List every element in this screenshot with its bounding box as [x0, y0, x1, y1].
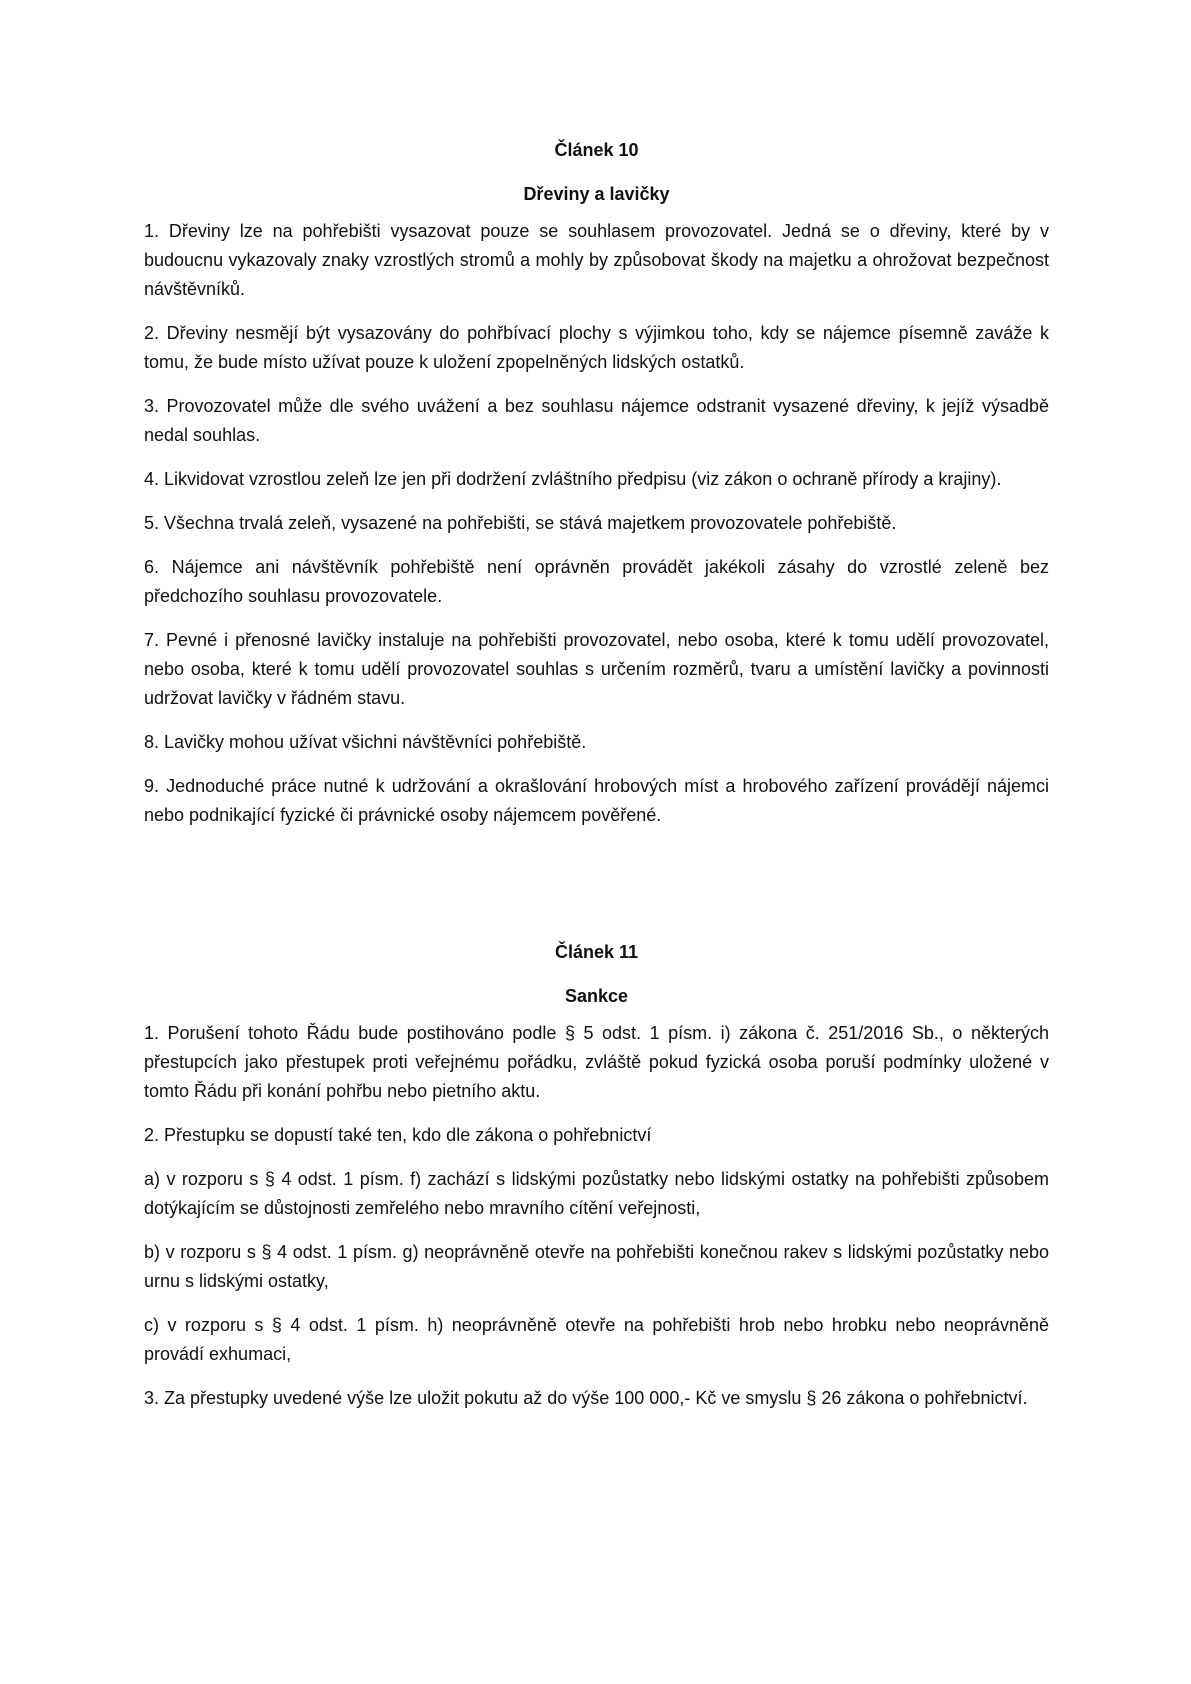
article-10-paragraph-9: 9. Jednoduché práce nutné k udržování a okrašlování hrobových míst a hrobového zařízení provádějí nájemci nebo podnikající fyzické či právnické osoby nájemcem pověřené.: [144, 776, 1049, 825]
article-11-item-c: c) v rozporu s § 4 odst. 1 písm. h) neoprávněně otevře na pohřebišti hrob nebo hrobku nebo neoprávněně provádí exhumaci,: [144, 1315, 1049, 1364]
article-11-item-a: a) v rozporu s § 4 odst. 1 písm. f) zachází s lidskými pozůstatky nebo lidskými ostatky na pohřebišti způsobem dotýkajícím se důstojnosti zemřelého nebo mravního cítění veřejnosti,: [144, 1169, 1049, 1218]
article-10-number: Článek 10: [554, 140, 639, 160]
article-11: [144, 940, 1049, 1428]
article-10-paragraph-2: 2. Dřeviny nesmějí být vysazovány do pohřbívací plochy s výjimkou toho, kdy se nájemce písemně zaváže k tomu, že bude místo užívat pouze k uložení zpopelněných lidských ostatků.: [144, 323, 1049, 372]
article-10-title: Dřeviny a lavičky: [523, 184, 670, 204]
article-10-paragraph-1: 1. Dřeviny lze na pohřebišti vysazovat pouze se souhlasem provozovatel. Jedná se o dřeviny, které by v budoucnu vykazovaly znaky vzrostlých stromů a mohly by způsobovat škody na majetku a ohrožovat bezpečnost návštěvníků.: [144, 221, 1049, 299]
article-11-number: Článek 11: [554, 942, 639, 962]
article-10-paragraph-5: 5. Všechna trvalá zeleň, vysazené na pohřebišti, se stává majetkem provozovatele pohřebiště.: [144, 513, 897, 533]
article-10-paragraph-3: 3. Provozovatel může dle svého uvážení a bez souhlasu nájemce odstranit vysazené dřeviny, k jejíž výsadbě nedal souhlas.: [144, 396, 1049, 445]
article-10: [144, 138, 1049, 845]
article-10-paragraph-7: 7. Pevné i přenosné lavičky instaluje na pohřebišti provozovatel, nebo osoba, které k tomu udělí provozovatel, nebo osoba, které k tomu udělí provozovatel souhlas s určením rozměrů, tvaru a umístění lavičky a povinnosti udržovat lavičky v řádném stavu.: [144, 630, 1049, 708]
article-11-title: Sankce: [564, 986, 629, 1006]
document-page: [144, 0, 1049, 1684]
article-11-paragraph-3: 3. Za přestupky uvedené výše lze uložit pokutu až do výše 100 000,- Kč ve smyslu § 26 zákona o pohřebnictví.: [144, 1388, 1028, 1408]
article-11-item-b: b) v rozporu s § 4 odst. 1 písm. g) neoprávněně otevře na pohřebišti konečnou rakev s lidskými pozůstatky nebo urnu s lidskými ostatky,: [144, 1242, 1049, 1291]
article-11-paragraph-1: 1. Porušení tohoto Řádu bude postihováno podle § 5 odst. 1 písm. i) zákona č. 251/2016 Sb., o některých přestupcích jako přestupek proti veřejnému pořádku, zvláště pokud fyzická osoba poruší podmínky uložené v tomto Řádu při konání pohřbu nebo pietního aktu.: [144, 1023, 1049, 1101]
article-10-paragraph-6: 6. Nájemce ani návštěvník pohřebiště není oprávněn provádět jakékoli zásahy do vzrostlé zeleně bez předchozího souhlasu provozovatele.: [144, 557, 1049, 606]
article-10-paragraph-4: 4. Likvidovat vzrostlou zeleň lze jen při dodržení zvláštního předpisu (viz zákon o ochraně přírody a krajiny).: [144, 469, 1002, 489]
article-11-paragraph-2: 2. Přestupku se dopustí také ten, kdo dle zákona o pohřebnictví: [144, 1125, 652, 1145]
article-10-paragraph-8: 8. Lavičky mohou užívat všichni návštěvníci pohřebiště.: [144, 732, 587, 752]
